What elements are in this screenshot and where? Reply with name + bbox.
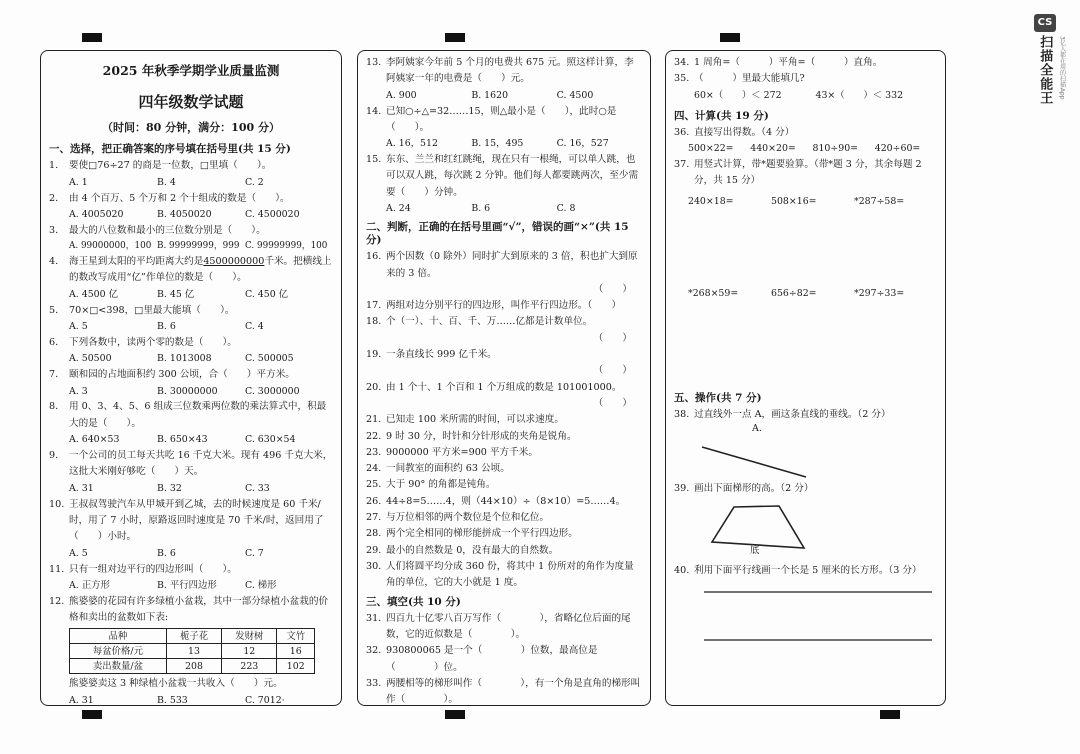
options-14: A. 16，512 B. 15，495 C. 16，527 [386,138,609,150]
fill-35-items: 60×（ ）＜ 272 43×（ ）＜ 332 [694,89,904,101]
options-4: A. 4500 亿 B. 45 亿 C. 450 亿 [69,288,289,300]
question-13: 13. 李阿姨家今年前 5 个月的电费共 675 元。照这样计算，李阿姨家一年的电费是（ ）元。 [366,57,634,85]
base-label: 底 [750,545,760,557]
question-6: 6. 下列各数中，读两个零的数是（ ）。 [49,336,237,348]
section-heading: 五、操作(共 7 分) [674,391,762,404]
registration-mark [82,710,102,719]
section-heading: 一、选择，把正确答案的序号填在括号里(共 15 分) [49,143,291,156]
calc-37-row2: *268×59= 656÷82= *297÷33= [688,287,905,299]
options-12: A. 31 B. 533 C. 7012· [69,694,285,706]
question-1: 1. 要使□76÷27 的商是一位数，□里填（ ）。 [49,160,272,172]
exam-time: （时间：80 分钟，满分：100 分） [102,121,280,135]
judge-19: 19. 一条直线长 999 亿千米。 [366,349,497,361]
plant-sales-table [69,628,315,674]
options-13: A. 900 B. 1620 C. 4500 [386,89,594,101]
registration-mark [445,33,465,42]
op-38-figure [674,423,937,481]
calc-37: 37. 用竖式计算，带*题要验算。（带*题 3 分，其余每题 2 分，共 15 分） [674,158,922,187]
question-10: 10. 王叔叔驾驶汽车从甲城开到乙城，去的时候速度是 60 千米/时，用了 7 小时，原路返回时速度是 70 千米/时，返回用了（ ）小时。 [49,498,324,543]
table-row: 卖出数量/盆 208 223 102 [70,659,315,674]
fill-31: 31. 四百九十亿零八百万写作（ ），省略亿位后面的尾数，它的近似数是（ ）。 [366,612,631,640]
judge-24: 24. 一间教室的面积约 63 公顷。 [366,463,510,475]
question-5: 5. 70×□<398，□里最大能填（ ）。 [49,304,235,316]
question-15: 15. 东东、兰兰和红红跳绳，现在只有一根绳，可以单人跳，也可以双人跳，每次跳 2 分钟。他们每人都要跳两次，至少需要（ ）分钟。 [366,154,639,198]
judge-28: 28. 两个完全相同的梯形能拼成一个平行四边形。 [366,528,578,540]
answer-paren: （ ） [593,397,632,409]
judge-16: 16. 两个因数（0 除外）同时扩大到原来的 3 倍，积也扩大到原来的 3 倍。 [366,251,638,279]
options-1: A. 1 B. 4 C. 2 [69,176,264,188]
calc-37-row1: 240×18= 508×16= *287÷58= [688,195,905,207]
parallel-lines-figure [674,580,939,650]
judge-30: 30. 人们将圆平均分成 360 份，将其中 1 份所对的角作为度量角的单位，它的大小就是 1 度。 [366,560,634,589]
question-9: 9. 一个公司的员工每天共吃 16 千克大米。现有 496 千克大米，这批大米刚好够吃（ ）天。 [49,450,333,478]
fill-33: 33. 两腰相等的梯形叫作（ ），有一个角是直角的梯形叫作（ ）。 [366,677,641,706]
scanner-slogan: 3亿人都在用的扫描App [1058,36,1066,100]
point-a-label: A. [752,422,762,434]
fill-34: 34. 1 周角=（ ）平角=（ ）直角。 [674,57,883,68]
judge-29: 29. 最小的自然数是 0，没有最大的自然数。 [366,544,559,556]
judge-21: 21. 已知走 100 米所需的时间，可以求速度。 [366,414,564,426]
trapezoid-shape [712,506,804,548]
judge-17: 17. 两组对边分别平行的四边形，叫作平行四边形。（ ） [366,300,622,312]
registration-mark [720,33,740,42]
options-2: A. 4005020 B. 4050020 C. 4500020 [69,208,300,220]
work-space [674,302,937,390]
question-4: 4. 海王星到太阳的平均距离大约是4500000000千米。把横线上的数改写成用“亿”作单位的数是（ ）。 [49,256,332,284]
section-heading: 四、计算(共 19 分) [674,109,769,122]
judge-20: 20. 由 1 个十、1 个百和 1 个万组成的数是 101001000。 [366,381,622,393]
table-row: 每盆价格/元 13 12 16 [70,644,315,659]
exam-panel-left [40,50,342,706]
line-figure [674,423,939,481]
judge-23: 23. 9000000 平方米=900 平方千米。 [366,446,538,458]
table-row: 品种 栀子花 发财树 文竹 [70,629,315,644]
options-9: A. 31 B. 32 C. 33 [69,482,270,494]
calc-36: 36. 直接写出得数。（4 分） [674,126,795,138]
exam-subject: 四年级数学试题 [138,92,244,111]
judge-22: 22. 9 时 30 分，时针和分针形成的夹角是锐角。 [366,430,577,442]
registration-mark [880,710,900,719]
exam-panel-right [665,50,946,706]
calc-36-items: 500×22= 440×20= 810÷90= 420÷60= [688,143,921,154]
question-11: 11. 只有一组对边平行的四边形叫（ ）。 [49,563,237,575]
given-line [702,447,806,477]
question-8: 8. 用 0、3、4、5、6 组成三位数乘两位数的乘法算式中，积最大的是（ ）。 [49,401,327,429]
question-12-cont: 熊婆婆卖这 3 种绿植小盆栽一共收入（ ）元。 [69,678,283,690]
options-15: A. 24 B. 6 C. 8 [386,203,576,215]
scanner-brand: 扫描全能王 [1037,35,1053,105]
section-heading: 三、填空(共 10 分) [366,595,461,608]
options-3: A. 99000000，100 B. 99999999，999 C. 99999999，100 [69,241,328,252]
options-6: A. 50500 B. 1013008 C. 500005 [69,353,294,365]
answer-paren: （ ） [593,332,632,344]
work-space [674,210,937,286]
judge-27: 27. 与万位相邻的两个数位是个位和亿位。 [366,512,550,524]
answer-paren: （ ） [593,283,632,295]
op-38: 38. 过直线外一点 A，画这条直线的垂线。（2 分） [674,408,891,420]
options-8: A. 640×53 B. 650×43 C. 630×54 [69,434,296,446]
question-12: 12. 熊婆婆的花园有许多绿植小盆栽，其中一部分绿植小盆栽的价格和卖出的盆数如下表: [49,595,329,624]
section-heading: 二、判断，正确的在括号里画“√”，错误的画“×”(共 15 分) [366,221,629,247]
fill-32: 32. 930800065 是一个（ ）位数，最高位是（ ）位。 [366,645,598,673]
trapezoid-figure [674,497,939,559]
judge-26: 26. 44÷8=5……4，则（44×10）÷（8×10）=5……4。 [366,495,626,507]
question-14: 14. 已知○÷△=32……15，则△最小是（ ），此时○是（ ）。 [366,105,617,133]
op-39: 39. 画出下面梯形的高。（2 分） [674,482,814,494]
judge-25: 25. 大于 90° 的角都是钝角。 [366,479,496,491]
question-2: 2. 由 4 个百万、5 个万和 2 个十组成的数是（ ）。 [49,192,290,204]
op-40: 40. 利用下面平行线画一个长是 5 厘米的长方形。（3 分） [674,565,922,577]
options-7: A. 3 B. 30000000 C. 3000000 [69,385,300,397]
judge-18: 18. 个（一）、十、百、千、万……亿都是计数单位。 [366,316,593,328]
fill-35: 35. （ ）里最大能填几? [674,73,805,85]
options-10: A. 5 B. 6 C. 7 [69,547,264,559]
question-7: 7. 颐和园的占地面积约 300 公顷，合（ ）平方米。 [49,369,295,381]
answer-paren: （ ） [593,365,632,377]
exam-title: 2025 年秋季学期学业质量监测 [102,63,280,78]
registration-mark [445,710,465,719]
scanner-logo-icon: CS [1034,14,1056,32]
options-5: A. 5 B. 6 C. 4 [69,320,264,332]
question-3: 3. 最大的八位数和最小的三位数分别是（ ）。 [49,224,266,236]
op-39-figure [674,497,937,559]
exam-panel-middle [357,50,651,706]
options-11: A. 正方形 B. 平行四边形 C. 梯形 [69,579,277,591]
registration-mark [82,33,102,42]
